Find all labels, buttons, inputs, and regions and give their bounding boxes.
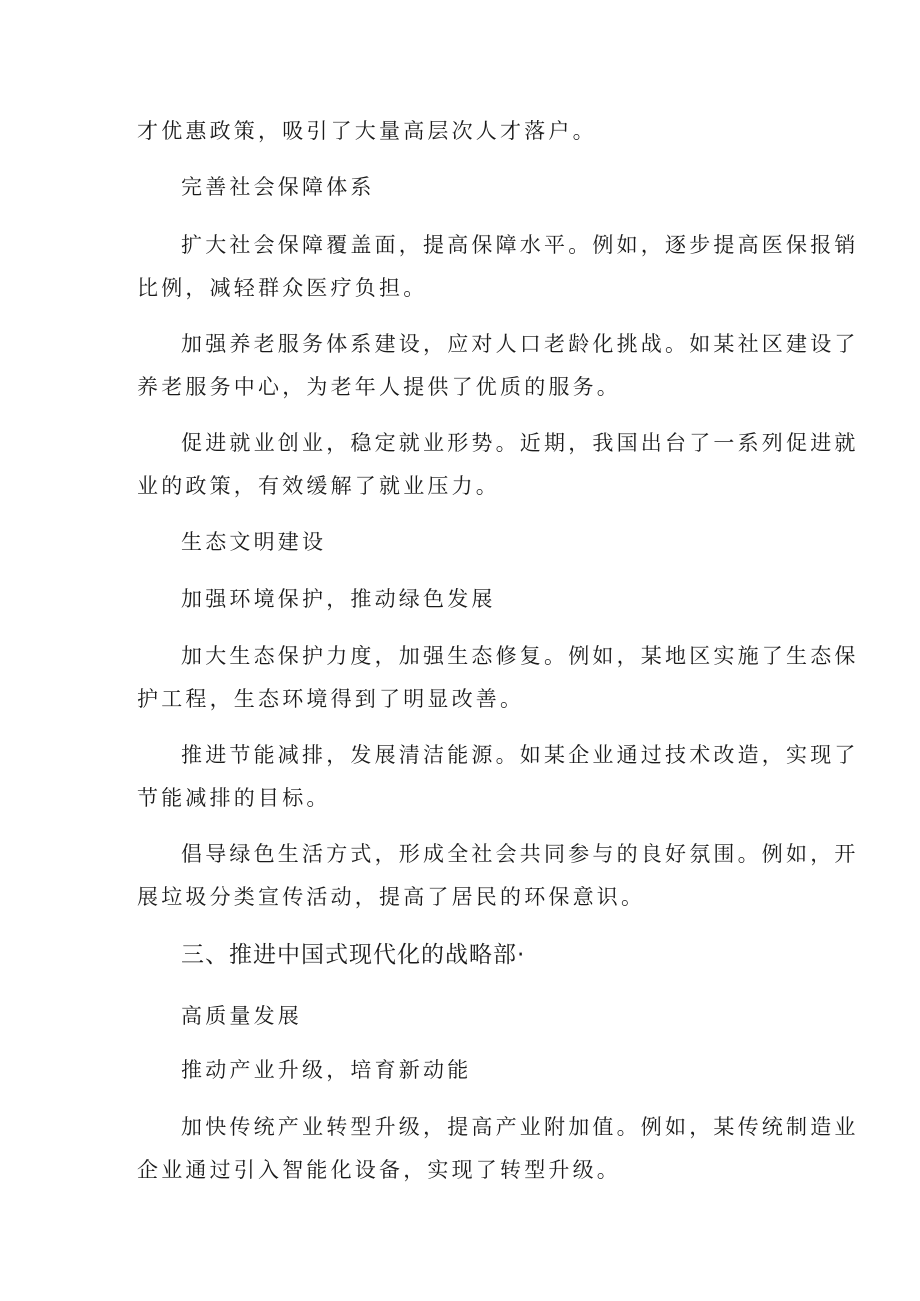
paragraph-line: 护工程，生态环境得到了明显改善。 [137,687,525,711]
paragraph-line: 促进就业创业，稳定就业形势。近期，我国出台了一系列促进就 [181,431,859,455]
section-heading: 三、推进中国式现代化的战略部· [181,942,526,968]
section-subtitle: 加强环境保护，推动绿色发展 [181,587,496,611]
paragraph-line: 倡导绿色生活方式，形成全社会共同参与的良好氛围。例如，开 [181,842,859,866]
section-title: 生态文明建设 [181,530,327,554]
paragraph-line: 节能减排的目标。 [137,786,331,810]
paragraph-line: 才优惠政策，吸引了大量高层次人才落户。 [137,119,597,143]
paragraph-line: 扩大社会保障覆盖面，提高保障水平。例如，逐步提高医保报销 [181,233,859,257]
paragraph-line: 养老服务中心，为老年人提供了优质的服务。 [137,375,621,399]
section-subtitle: 推动产业升级，培育新动能 [181,1058,472,1082]
section-title: 完善社会保障体系 [181,175,375,199]
paragraph-line: 比例，减轻群众医疗负担。 [137,276,428,300]
paragraph-line: 加强养老服务体系建设，应对人口老龄化挑战。如某社区建设了 [181,332,859,356]
section-title: 高质量发展 [181,1004,302,1028]
paragraph-line: 加大生态保护力度，加强生态修复。例如，某地区实施了生态保 [181,644,859,668]
paragraph-line: 企业通过引入智能化设备，实现了转型升级。 [137,1158,621,1182]
paragraph-line: 推进节能减排，发展清洁能源。如某企业通过技术改造，实现了 [181,743,859,767]
paragraph-line: 加快传统产业转型升级，提高产业附加值。例如，某传统制造业 [181,1115,859,1139]
paragraph-line: 业的政策，有效缓解了就业压力。 [137,474,500,498]
paragraph-line: 展垃圾分类宣传活动，提高了居民的环保意识。 [137,885,646,909]
